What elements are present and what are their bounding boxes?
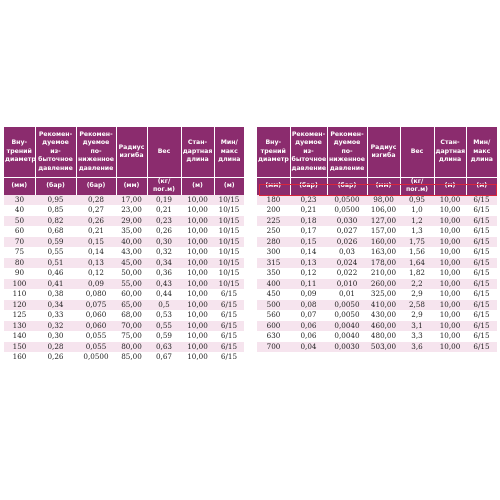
table-cell: 0,67 — [147, 352, 181, 363]
table-cell: 6/15 — [466, 310, 497, 321]
table-cell: 0,13 — [290, 258, 327, 269]
table-cell: 6/15 — [466, 342, 497, 353]
table-cell: 0,0040 — [327, 321, 367, 332]
table-cell: 0,18 — [290, 216, 327, 227]
table-cell: 6/15 — [466, 237, 497, 248]
table-row — [4, 205, 244, 216]
table-row — [4, 258, 244, 269]
table-cell: 140 — [4, 331, 35, 342]
table-cell: 98,00 — [367, 195, 400, 206]
table-row — [4, 300, 244, 311]
table-cell: 0,12 — [76, 268, 116, 279]
table-cell: 10,00 — [181, 331, 214, 342]
table-cell: 10/15 — [214, 205, 244, 216]
table-cell: 430,00 — [367, 310, 400, 321]
unit-label: (мм) — [116, 178, 147, 195]
table-cell: 10,00 — [181, 321, 214, 332]
table-cell: 503,00 — [367, 342, 400, 353]
unit-label: (м) — [214, 178, 244, 195]
table-cell: 40,00 — [116, 237, 147, 248]
table-cell: 30 — [4, 195, 35, 206]
table-cell: 630 — [257, 331, 290, 342]
table-row — [4, 321, 244, 332]
hose-spec-table-right — [257, 127, 497, 352]
column-header: Стан- дартная длина — [181, 127, 214, 178]
table-cell: 10,00 — [181, 258, 214, 269]
table-cell: 100 — [4, 279, 35, 290]
table-cell: 0,010 — [327, 279, 367, 290]
table-cell: 0,32 — [35, 321, 76, 332]
column-header: Вну- трений диаметр — [4, 127, 35, 178]
table-cell: 6/15 — [466, 216, 497, 227]
table-cell: 0,024 — [327, 258, 367, 269]
table-cell: 410,00 — [367, 300, 400, 311]
column-header: Мин/ макс длина — [466, 127, 497, 178]
table-cell: 150 — [4, 342, 35, 353]
table-cell: 0,43 — [147, 279, 181, 290]
unit-label: (кг/пог.м) — [400, 178, 434, 195]
table-cell: 0,030 — [327, 216, 367, 227]
table-cell: 0,06 — [290, 331, 327, 342]
column-units-row — [257, 178, 497, 195]
table-cell: 106,00 — [367, 205, 400, 216]
table-cell: 10/15 — [214, 268, 244, 279]
table-cell: 10,00 — [434, 300, 466, 311]
table-cell: 6/15 — [214, 352, 244, 363]
table-row — [257, 321, 497, 332]
table-cell: 10,00 — [434, 247, 466, 258]
table-cell: 3,1 — [400, 321, 434, 332]
table-cell: 70 — [4, 237, 35, 248]
table-cell: 0,63 — [147, 342, 181, 353]
table-row — [257, 237, 497, 248]
column-header: Радиус изгиба — [116, 127, 147, 178]
table-cell: 0,44 — [147, 289, 181, 300]
table-cell: 160,00 — [367, 237, 400, 248]
table-cell: 6/15 — [466, 205, 497, 216]
table-cell: 163,00 — [367, 247, 400, 258]
table-cell: 10/15 — [214, 226, 244, 237]
table-cell: 23,00 — [116, 205, 147, 216]
column-header: Рекомен- дуемое по- ниженное давление — [76, 127, 116, 178]
column-titles-row — [257, 127, 497, 178]
table-cell: 6/15 — [466, 279, 497, 290]
table-row — [257, 205, 497, 216]
table-cell: 10/15 — [214, 258, 244, 269]
table-cell: 6/15 — [214, 310, 244, 321]
column-header: Вну- трений диаметр — [257, 127, 290, 178]
table-cell: 0,26 — [35, 352, 76, 363]
table-cell: 6/15 — [466, 321, 497, 332]
table-cell: 0,68 — [35, 226, 76, 237]
unit-label: (кг/пог.м) — [147, 178, 181, 195]
table-cell: 50 — [4, 216, 35, 227]
table-cell: 85,00 — [116, 352, 147, 363]
table-cell: 0,07 — [290, 310, 327, 321]
table-cell: 0,01 — [327, 289, 367, 300]
table-cell: 6/15 — [214, 331, 244, 342]
table-cell: 10,00 — [181, 205, 214, 216]
table-cell: 127,00 — [367, 216, 400, 227]
table-cell: 0,21 — [147, 205, 181, 216]
table-cell: 0,21 — [290, 205, 327, 216]
table-header — [4, 127, 244, 195]
table-row — [257, 300, 497, 311]
table-cell: 6/15 — [466, 300, 497, 311]
table-cell: 10,00 — [181, 216, 214, 227]
unit-label: (мм) — [257, 178, 290, 195]
table-cell: 178,00 — [367, 258, 400, 269]
table-cell: 2,9 — [400, 310, 434, 321]
table-cell: 10,00 — [434, 321, 466, 332]
table-header — [257, 127, 497, 195]
table-cell: 10/15 — [214, 216, 244, 227]
table-cell: 6/15 — [214, 289, 244, 300]
table-cell: 0,30 — [147, 237, 181, 248]
table-cell: 0,26 — [76, 216, 116, 227]
table-cell: 0,23 — [290, 195, 327, 206]
table-cell: 10,00 — [181, 300, 214, 311]
column-header: Рекомен- дуемое из- быточное давление — [290, 127, 327, 178]
table-cell: 0,85 — [35, 205, 76, 216]
table-cell: 10,00 — [181, 237, 214, 248]
table-row — [4, 237, 244, 248]
table-cell: 10,00 — [434, 268, 466, 279]
table-cell: 125 — [4, 310, 35, 321]
column-header: Стан- дартная длина — [434, 127, 466, 178]
table-row — [257, 226, 497, 237]
table-cell: 0,075 — [76, 300, 116, 311]
table-cell: 3,3 — [400, 331, 434, 342]
table-cell: 1,56 — [400, 247, 434, 258]
table-cell: 0,17 — [290, 226, 327, 237]
table-cell: 325,00 — [367, 289, 400, 300]
table-cell: 6/15 — [214, 300, 244, 311]
table-cell: 1,0 — [400, 205, 434, 216]
table-cell: 0,09 — [290, 289, 327, 300]
table-cell: 0,11 — [290, 279, 327, 290]
table-cell: 0,0500 — [327, 195, 367, 206]
table-cell: 6/15 — [466, 331, 497, 342]
table-row — [257, 279, 497, 290]
column-header: Радиус изгиба — [367, 127, 400, 178]
unit-label: (мм) — [367, 178, 400, 195]
table-cell: 10/15 — [214, 195, 244, 206]
table-cell: 0,26 — [147, 226, 181, 237]
table-cell: 0,15 — [76, 237, 116, 248]
table-row — [257, 247, 497, 258]
hose-spec-table-left — [4, 127, 244, 363]
table-cell: 10,00 — [434, 279, 466, 290]
table-cell: 0,95 — [400, 195, 434, 206]
table-body — [4, 195, 244, 363]
table-cell: 2,58 — [400, 300, 434, 311]
table-cell: 0,080 — [76, 289, 116, 300]
column-header: Вес — [147, 127, 181, 178]
column-header: Рекомен- дуемое из- быточное давление — [35, 127, 76, 178]
table-cell: 0,0030 — [327, 342, 367, 353]
table-cell: 600 — [257, 321, 290, 332]
table-cell: 2,9 — [400, 289, 434, 300]
table-row — [4, 226, 244, 237]
table-cell: 250 — [257, 226, 290, 237]
unit-label: (м) — [181, 178, 214, 195]
table-cell: 1,75 — [400, 237, 434, 248]
table-row — [4, 342, 244, 353]
table-cell: 0,0500 — [76, 352, 116, 363]
table-cell: 0,95 — [35, 195, 76, 206]
table-cell: 17,00 — [116, 195, 147, 206]
column-titles-row — [4, 127, 244, 178]
table-cell: 0,0050 — [327, 300, 367, 311]
table-cell: 10,00 — [181, 279, 214, 290]
table-cell: 10,00 — [181, 195, 214, 206]
table-cell: 75,00 — [116, 331, 147, 342]
table-cell: 68,00 — [116, 310, 147, 321]
table-cell: 2,2 — [400, 279, 434, 290]
table-cell: 0,55 — [147, 321, 181, 332]
table-cell: 0,51 — [35, 258, 76, 269]
table-cell: 6/15 — [466, 247, 497, 258]
unit-label: (м) — [434, 178, 466, 195]
table-cell: 180 — [257, 195, 290, 206]
table-row — [4, 289, 244, 300]
table-cell: 0,060 — [76, 310, 116, 321]
table-cell: 75 — [4, 247, 35, 258]
table-row — [257, 195, 497, 206]
table-cell: 350 — [257, 268, 290, 279]
table-cell: 0,0500 — [327, 205, 367, 216]
unit-label: (бар) — [290, 178, 327, 195]
table-cell: 10/15 — [214, 279, 244, 290]
table-cell: 460,00 — [367, 321, 400, 332]
column-header: Рекомен- дуемое по- ниженное давление — [327, 127, 367, 178]
table-cell: 0,59 — [147, 331, 181, 342]
table-cell: 60 — [4, 226, 35, 237]
table-cell: 10,00 — [434, 331, 466, 342]
table-cell: 10,00 — [181, 342, 214, 353]
table-cell: 0,0040 — [327, 331, 367, 342]
table-cell: 400 — [257, 279, 290, 290]
table-cell: 500 — [257, 300, 290, 311]
table-cell: 700 — [257, 342, 290, 353]
table-cell: 0,55 — [35, 247, 76, 258]
table-cell: 0,06 — [290, 321, 327, 332]
table-cell: 6/15 — [466, 268, 497, 279]
table-cell: 0,27 — [76, 205, 116, 216]
table-cell: 200 — [257, 205, 290, 216]
table-cell: 0,53 — [147, 310, 181, 321]
table-cell: 6/15 — [214, 342, 244, 353]
table-row — [257, 258, 497, 269]
table-cell: 0,13 — [76, 258, 116, 269]
table-row — [257, 331, 497, 342]
column-header: Вес — [400, 127, 434, 178]
table-cell: 280 — [257, 237, 290, 248]
table-row — [4, 310, 244, 321]
table-row — [4, 352, 244, 363]
table-cell: 0,28 — [76, 195, 116, 206]
unit-label: (бар) — [35, 178, 76, 195]
table-cell: 40 — [4, 205, 35, 216]
table-cell: 80 — [4, 258, 35, 269]
table-row — [4, 268, 244, 279]
table-cell: 110 — [4, 289, 35, 300]
table-cell: 0,0050 — [327, 310, 367, 321]
table-cell: 10,00 — [434, 226, 466, 237]
table-cell: 10,00 — [434, 237, 466, 248]
table-cell: 10/15 — [214, 237, 244, 248]
table-cell: 130 — [4, 321, 35, 332]
table-cell: 10,00 — [181, 268, 214, 279]
table-cell: 90 — [4, 268, 35, 279]
table-cell: 10,00 — [434, 216, 466, 227]
table-row — [257, 268, 497, 279]
table-row — [257, 289, 497, 300]
table-row — [257, 342, 497, 353]
table-cell: 10,00 — [434, 310, 466, 321]
table-cell: 0,5 — [147, 300, 181, 311]
table-cell: 225 — [257, 216, 290, 227]
table-cell: 0,59 — [35, 237, 76, 248]
table-cell: 70,00 — [116, 321, 147, 332]
table-cell: 210,00 — [367, 268, 400, 279]
table-cell: 10,00 — [434, 342, 466, 353]
unit-label: (бар) — [327, 178, 367, 195]
table-cell: 1,64 — [400, 258, 434, 269]
table-cell: 0,34 — [35, 300, 76, 311]
table-row — [4, 331, 244, 342]
table-cell: 0,82 — [35, 216, 76, 227]
table-cell: 10,00 — [434, 205, 466, 216]
unit-label: (мм) — [4, 178, 35, 195]
table-cell: 6/15 — [466, 289, 497, 300]
table-cell: 10,00 — [181, 289, 214, 300]
table-cell: 0,38 — [35, 289, 76, 300]
table-row — [257, 310, 497, 321]
table-cell: 1,3 — [400, 226, 434, 237]
table-cell: 10,00 — [434, 258, 466, 269]
table-cell: 10,00 — [434, 195, 466, 206]
table-cell: 450 — [257, 289, 290, 300]
table-row — [4, 195, 244, 206]
table-cell: 157,00 — [367, 226, 400, 237]
table-cell: 0,32 — [147, 247, 181, 258]
table-cell: 55,00 — [116, 279, 147, 290]
table-cell: 0,30 — [35, 331, 76, 342]
table-row — [4, 247, 244, 258]
table-cell: 10,00 — [181, 247, 214, 258]
table-cell: 10,00 — [434, 289, 466, 300]
table-cell: 1,82 — [400, 268, 434, 279]
table-cell: 0,34 — [147, 258, 181, 269]
table-cell: 1,2 — [400, 216, 434, 227]
table-row — [257, 216, 497, 227]
column-units-row — [4, 178, 244, 195]
table-cell: 29,00 — [116, 216, 147, 227]
column-header: Мин/ макс длина — [214, 127, 244, 178]
table-cell: 0,055 — [76, 342, 116, 353]
table-cell: 43,00 — [116, 247, 147, 258]
table-cell: 0,026 — [327, 237, 367, 248]
table-cell: 0,33 — [35, 310, 76, 321]
table-cell: 0,12 — [290, 268, 327, 279]
table-cell: 80,00 — [116, 342, 147, 353]
table-cell: 0,14 — [76, 247, 116, 258]
unit-label: (бар) — [76, 178, 116, 195]
table-cell: 3,6 — [400, 342, 434, 353]
table-cell: 260,00 — [367, 279, 400, 290]
table-cell: 6/15 — [214, 321, 244, 332]
table-cell: 0,04 — [290, 342, 327, 353]
table-cell: 10,00 — [181, 226, 214, 237]
table-cell: 45,00 — [116, 258, 147, 269]
table-cell: 65,00 — [116, 300, 147, 311]
table-cell: 0,060 — [76, 321, 116, 332]
table-cell: 480,00 — [367, 331, 400, 342]
table-cell: 0,36 — [147, 268, 181, 279]
table-cell: 6/15 — [466, 258, 497, 269]
table-cell: 0,21 — [76, 226, 116, 237]
table-cell: 560 — [257, 310, 290, 321]
table-cell: 0,022 — [327, 268, 367, 279]
table-cell: 0,027 — [327, 226, 367, 237]
table-cell: 0,28 — [35, 342, 76, 353]
table-cell: 120 — [4, 300, 35, 311]
table-cell: 0,41 — [35, 279, 76, 290]
table-cell: 0,15 — [290, 237, 327, 248]
table-cell: 10/15 — [214, 247, 244, 258]
table-cell: 6/15 — [466, 195, 497, 206]
table-cell: 60,00 — [116, 289, 147, 300]
table-body — [257, 195, 497, 353]
table-cell: 0,46 — [35, 268, 76, 279]
table-cell: 0,23 — [147, 216, 181, 227]
table-cell: 0,14 — [290, 247, 327, 258]
table-cell: 50,00 — [116, 268, 147, 279]
table-cell: 0,055 — [76, 331, 116, 342]
table-cell: 0,19 — [147, 195, 181, 206]
table-cell: 0,03 — [327, 247, 367, 258]
table-cell: 10,00 — [181, 310, 214, 321]
table-cell: 315 — [257, 258, 290, 269]
table-row — [4, 216, 244, 227]
table-cell: 160 — [4, 352, 35, 363]
table-cell: 35,00 — [116, 226, 147, 237]
table-cell: 6/15 — [466, 226, 497, 237]
unit-label: (м) — [466, 178, 497, 195]
table-cell: 10,00 — [181, 352, 214, 363]
table-row — [4, 279, 244, 290]
table-cell: 300 — [257, 247, 290, 258]
table-cell: 0,08 — [290, 300, 327, 311]
table-cell: 0,09 — [76, 279, 116, 290]
